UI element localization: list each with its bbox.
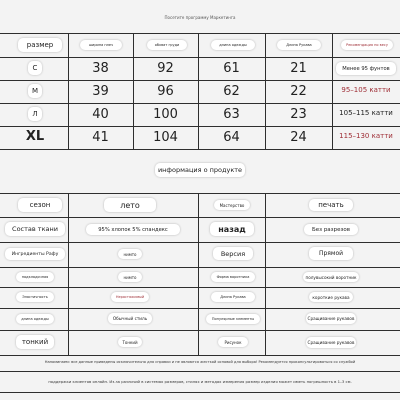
size-header-length: длина одежды [211, 40, 255, 50]
info-label: Состав ткани [5, 222, 65, 236]
weight-recommendation: 105–115 катти [339, 109, 393, 117]
size-cell: 96 [157, 84, 174, 99]
info-label: длина одежды [16, 314, 54, 324]
info-label: Популярные элементы [206, 314, 260, 324]
size-cell: 100 [153, 107, 178, 122]
info-label: Версия [213, 247, 253, 260]
info-value: Сращивание рукавов [306, 313, 356, 324]
info-value: Нерастяжимый [111, 292, 149, 302]
size-header-sleeve: Длина Рукава [277, 40, 321, 50]
weight-recommendation: 115–130 катти [339, 132, 393, 140]
size-cell: 24 [290, 130, 307, 145]
size-header-shoulder: ширина плеч [80, 40, 122, 50]
footer-note-line-1: Напоминаем: все данные приведены исключительно для справки и не являются жесткой основой для выбора! Рекомендуется проконсультироваться со службой [44, 360, 356, 364]
info-value: Прямой [309, 247, 353, 260]
info-label: Мастерство [214, 200, 250, 210]
size-label-l: Л [28, 107, 42, 121]
info-value: нимто [118, 272, 142, 282]
info-label: назад [210, 222, 254, 236]
size-label-s: С [28, 61, 42, 75]
size-cell: 62 [223, 84, 240, 99]
info-label: Длина Рукава [211, 292, 255, 302]
info-value: 95% хлопок 5% спандекс [86, 224, 180, 235]
product-info-title: информация о продукте [155, 163, 245, 177]
size-header-size: размер [18, 38, 62, 52]
size-cell: 104 [153, 130, 178, 145]
size-cell: 64 [223, 130, 240, 145]
header-caption: Посетите программу Маркетинга [164, 15, 236, 20]
info-label: подкладочная [16, 272, 54, 282]
info-value: Обычный стиль [108, 313, 152, 324]
info-value: лето [104, 198, 156, 212]
size-cell: 63 [223, 107, 240, 122]
info-value: нимто [118, 249, 142, 259]
size-label-xl: XL [25, 129, 45, 144]
info-label: Ингредиенты Рафу [5, 248, 65, 260]
size-cell: 39 [92, 84, 109, 99]
size-cell: 23 [290, 107, 307, 122]
info-value: полувысокий воротник [303, 272, 359, 282]
weight-recommendation: 95–105 катти [341, 86, 391, 94]
footer-note-line-2: поддержки клиентов онлайн. Из-за различий в системах размеров, стилях и методах измерения размер изделия может иметь погрешность в 1–3 см. [48, 379, 352, 384]
size-cell: 40 [92, 107, 109, 122]
info-value: Тонкий [118, 337, 142, 347]
info-label: Форма воротника [211, 272, 255, 282]
info-value: Без разрезов [304, 224, 358, 235]
size-header-weight: Рекомендация по весу [341, 40, 393, 50]
size-cell: 38 [92, 61, 109, 76]
info-value: печать [309, 199, 353, 211]
size-cell: 92 [157, 61, 174, 76]
size-cell: 61 [223, 61, 240, 76]
size-cell: 41 [92, 130, 109, 145]
size-label-m: М [28, 84, 42, 98]
info-label: Эластичность [16, 292, 54, 302]
info-label: Рисунок [218, 337, 248, 347]
info-value: Сращивание рукавов [306, 337, 356, 348]
weight-recommendation: Менее 95 фунтов [336, 62, 396, 75]
size-cell: 21 [290, 61, 307, 76]
size-header-chest: обхват груди [147, 40, 187, 50]
info-label: тонкий [16, 335, 54, 349]
info-label: сезон [18, 198, 62, 212]
info-value: короткие рукава [309, 292, 353, 302]
size-cell: 22 [290, 84, 307, 99]
